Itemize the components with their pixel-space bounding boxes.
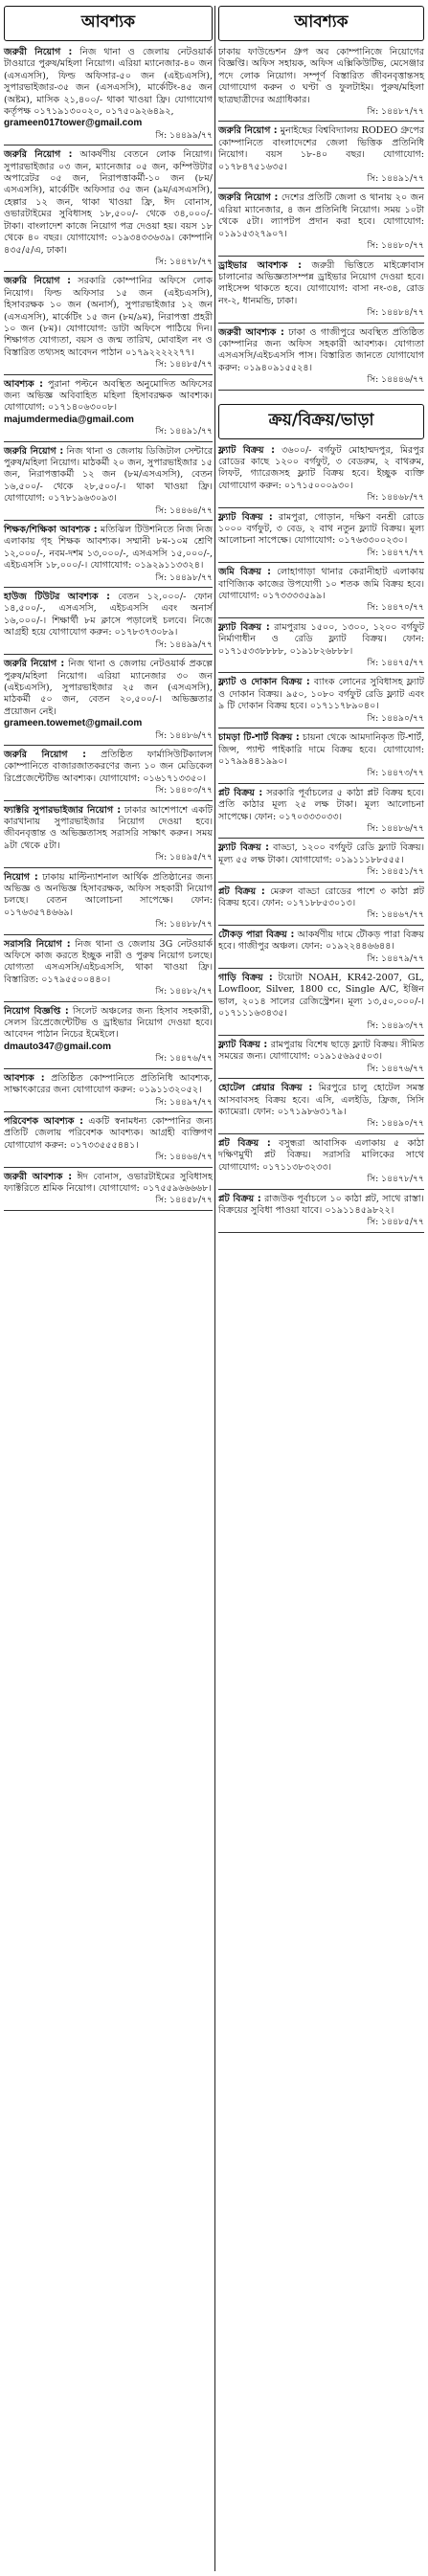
ad-reference: সি: ১৪৪৭৯/৭৭ bbox=[218, 953, 424, 969]
ad-keyword: জমি বিক্রয় : bbox=[218, 567, 271, 578]
classified-ad bbox=[4, 525, 213, 588]
ad-text: ব্যাংক লোনের সুবিধাসহ ফ্ল্যাট ও দোকান বিক্রয়। ৯৫০, ১০৮০ বর্গফুট রেডি ফ্ল্যাট এবং ৯ টি দোকান বিক্রয় হবে। ০১৭১১৭৮৯০৪০। bbox=[218, 677, 425, 712]
ad-text: রামপুরা, গোড়ান, দক্ষিণ বনশ্রী রোডে ১০০০ বর্গফুট, ৩ বেড, ২ বাথ নতুন ফ্ল্যাট বিক্রয়। মূল্য আলোচনা সাপেক্ষে। যোগাযোগ: ০১৭৬৩৩০০২৩০। bbox=[218, 511, 424, 547]
section-heading-wanted-right: আবশ্যক bbox=[218, 6, 424, 41]
ad-reference: সি: ১৪৪৭০/৭৭ bbox=[218, 602, 424, 617]
ad-keyword: ফ্যাক্টরি সুপারভাইজার নিয়োগ : bbox=[4, 804, 122, 816]
ad-reference: সি: ১৪৪৬৮/৭৭ bbox=[218, 492, 424, 507]
ad-reference: সি: ১৪৪৮৫/৭৭ bbox=[218, 1217, 424, 1232]
ad-reference: সি: ১৪৪৮০/৭৭ bbox=[218, 240, 424, 256]
ad-keyword: নিয়োগ বিজ্ঞপ্তি : bbox=[4, 1005, 69, 1017]
sale-ads-list bbox=[218, 445, 424, 1233]
ad-reference: সি: ১৪৪৭৬/৭৭ bbox=[218, 1064, 424, 1079]
ad-reference: সি: ১৪৪৭৩/৭৭ bbox=[218, 768, 424, 783]
ad-keyword: প্লট বিক্রয় : bbox=[218, 885, 265, 897]
ad-text: ঢাকায় ফাউন্ডেশন গ্রুপ অব কোম্পানিজে নিয়োগের বিজ্ঞপ্তি। অফিস সহায়ক, অফিস এক্সিকিউটিভ, মেসেঞ্জার পদে লোক নিয়োগ। সম্পূর্ণ বিস্তারিত জীবনবৃত্তান্তসহ যোগাযোগ করুন ৩ ঘণ্টা ও ফুলটাইম। পুরুষ/মহিলা ছাত্রছাত্রীদের অগ্রাধিকার। bbox=[218, 47, 424, 105]
ad-text: নিজ থানা ও জেলায় 3G নেটওয়ার্ক অফিসে কাজ করতে ইচ্ছুক নারী ও পুরুষ নিয়োগ চলছে। যোগ্যতা এসএসসি/এইচএসসি, থাকা খাওয়া ফ্রি। বিস্তারিত: ০১৭৯৫৫০০৪৪০। bbox=[4, 938, 214, 985]
classified-ad bbox=[4, 379, 213, 442]
ad-reference: সি: ১৪৪৯৮/৭৭ bbox=[4, 572, 213, 588]
ad-text: আকর্ষণীয় দামে টৌকড় পারা বিক্রয় হবে। গাজীপুর অঞ্চল। ফোন: ০১৯২২৪৪৬৬৪৪। bbox=[218, 929, 424, 952]
classified-ad bbox=[218, 512, 424, 564]
ad-keyword: পরিবেশক আবশ্যক : bbox=[4, 1115, 83, 1127]
classified-ad bbox=[4, 1172, 213, 1211]
classified-ad bbox=[218, 1138, 424, 1190]
ad-keyword: জরুরী নিয়োগ : bbox=[4, 47, 73, 57]
ad-reference: সি: ১৪৪৮৮/৭৭ bbox=[4, 919, 213, 934]
ad-text: ৩৬০০/- বর্গফুট মোহাম্মদপুর, মিরপুর রোডের কাছে ১২০০ বর্গফুট, ৩ বেডরুম, ২ বাথরুম, লিফট, গ্যারেজসহ ফ্ল্যাট বিক্রয় হবে। ইচ্ছুক ব্যক্তি যোগাযোগ করুন: ০১৭১৫০০০৯৩০। bbox=[218, 444, 424, 491]
ad-reference: সি: ১৪৪৬৪/৭৭ bbox=[4, 505, 213, 521]
ad-email: majumdermedia@gmail.com bbox=[4, 414, 134, 425]
ad-text: ঢাকায় মাল্টিন্যাশনাল আর্থিক প্রতিষ্ঠানের জন্য অভিজ্ঞ ও অনভিজ্ঞ হিসাবরক্ষক, অফিস সহকারী নিয়োগ চলছে। বেতন আলোচনা সাপেক্ষে। ফোন: ০১৭৬৩৫৭৪৬৬৯। bbox=[4, 871, 213, 918]
ad-keyword: জরুরি নিয়োগ : bbox=[218, 192, 279, 204]
ad-keyword: জরুরি নিয়োগ : bbox=[4, 276, 71, 287]
classified-ad bbox=[4, 47, 213, 146]
ad-keyword: শিক্ষক/শিক্ষিকা আবশ্যক : bbox=[4, 525, 98, 536]
ad-reference: সি: ১৪৪৯৯/৭৭ bbox=[4, 130, 213, 146]
classified-ad bbox=[218, 788, 424, 840]
ad-keyword: জরুরি নিয়োগ : bbox=[4, 445, 64, 457]
ad-text: রাজউক পূর্বাচলে ১০ কাঠা প্লট, সাথে রাস্তা। বিক্রয়ের সুবিধা পাওয়া যাবে। ০১৯১১৪৫৯৮২২। bbox=[218, 1193, 424, 1216]
ad-text: বসুন্ধরা আবাসিক এলাকায় ৫ কাঠা দক্ষিণমুখী প্লট বিক্রয়। সরাসরি মালিকের সাথে যোগাযোগ: ০১৭১১৩৮৩২৩৩। bbox=[218, 1137, 424, 1173]
ad-text: প্রতিষ্ঠিত ফার্মাসিউটিক্যালস কোম্পানিতে বাজারজাতকরণের জন্য ১০ জন মেডিকেল রিপ্রেজেন্টেটিভ আবশ্যক। যোগাযোগ: ০১৬১৭১৩৩৫০। bbox=[4, 749, 213, 784]
ad-text: মিরপুরে চালু হোটেল সমস্ত আসবাবসহ বিক্রয় হবে। এসি, এলইডি, ফ্রিজ, সিসি ক্যামেরা। ফোন: ০১৭১৯৮৬৩১৭৯। bbox=[218, 1083, 424, 1118]
ad-keyword: টৌকড় পারা বিক্রয় : bbox=[218, 929, 295, 940]
ad-text: রামপুরায় বিশেষ ছাড়ে ফ্ল্যাট বিক্রয়। সীমিত সময়ের জন্য। যোগাযোগ: ০১৯১৫৬৯৫৫০৩। bbox=[218, 1040, 424, 1063]
classified-ad bbox=[218, 192, 424, 256]
ad-reference: সি: ১৪৪৮৬/৭৭ bbox=[218, 823, 424, 839]
left-ads-list bbox=[4, 47, 213, 1211]
ad-text: নিজ থানা ও জেলায় নেটওয়ার্ক টাওয়ারে পুরুষ/মহিলা নিয়োগ। এরিয়া ম্যানেজার-৪০ জন (এসএসসি), ফিল্ড অফিসার-৫০ জন (এইচএসসি), সুপারভাইজার-৩৫ জন (এসএসসি), মার্কেটিং-৪৫ জন (অষ্টম), মাসিক ২১,৪০০/- থাকা খাওয়া ফ্রি। যোগাযোগ কর্তৃপক্ষ ০১৭১৯১৩০০২০, ০১৭৫০৯২৬৪৯২, bbox=[4, 47, 213, 118]
ad-keyword: জরুরি নিয়োগ : bbox=[4, 749, 86, 760]
ad-keyword: ফ্ল্যাট বিক্রয় : bbox=[218, 1040, 268, 1051]
ad-keyword: ফ্ল্যাট বিক্রয় : bbox=[218, 842, 269, 854]
classified-ad bbox=[218, 842, 424, 882]
classified-ad bbox=[218, 125, 424, 189]
ad-keyword: ড্রাইভার আবশ্যক : bbox=[218, 259, 302, 271]
ad-text: সরকারি পূর্বাচলের ৫ কাঠা প্লট বিক্রয় হবে। প্রতি কাঠার মূল্য ২৫ লক্ষ টাকা। মূল্য আলোচনা সাপেক্ষে। ফোন: ০১৭০৩৩৩০৩৩। bbox=[218, 787, 424, 822]
ad-text: লোহাগাড়া থানার কেরানীহাট এলাকায় বাণিজ্যিক কাজের উপযোগী ১০ শতক জমি বিক্রয় হবে। যোগাযোগ: ০১৭৩৩৩৩৫৯৯। bbox=[218, 567, 424, 602]
ad-text: রামপুরায় ১৫০০, ১৩০০, ১২০০ বর্গফুট নির্মাণাধীন ও রেডি ফ্ল্যাট বিক্রয়। ফোন: ০১৭১৫৩৩৮৮৮৮, ০১৯১৮২৬৮৮৮। bbox=[218, 621, 424, 657]
ad-reference: সি: ১৪৪৬৪/৭৭ bbox=[4, 1152, 213, 1167]
ad-reference: সি: ১৪৪৯০/৭৭ bbox=[218, 713, 424, 728]
classified-ad bbox=[218, 47, 424, 122]
classified-ad bbox=[218, 930, 424, 969]
ad-text: মুনাইছের বিশ্ববিদ্যালয় RODEO গ্রুপের কোম্পানিতে বাংলাদেশের জেলা ভিত্তিক প্রতিনিধি নিয়োগ। বয়স ১৮-৪০ বছর। যোগাযোগ: ০১৭৮৪৭৫১৬৩৫। bbox=[218, 125, 424, 172]
classified-ad bbox=[4, 592, 213, 655]
classified-ad bbox=[218, 886, 424, 926]
section-heading-buy-sell-rent: ক্রয়/বিক্রয়/ভাড়া bbox=[218, 404, 424, 439]
ad-reference: সি: ১৪৪৫৮/৭৭ bbox=[4, 1195, 213, 1210]
ad-text: সিলেট অঞ্চলের জন্য হিসাব সহকারী, সেলস রিপ্রেজেন্টেটিভ ও ড্রাইভার নিয়োগ দেওয়া হবে। আবেদন পাঠান নিচের ইমেইলে। bbox=[4, 1005, 213, 1041]
right-column bbox=[218, 6, 424, 1237]
ad-text: নিজ থানা ও জেলায় ডিজিটাল সেন্টারে পুরুষ/মহিলা নিয়োগ। মাঠকর্মী ২০ জন, সুপারভাইজার ১৫ জন, নিরাপত্তাকর্মী ১২ জন (৮ম/এসএসসি), বেতন ১৬,৫০০/- থেকে ২৮,৫০০/-। থাকা খাওয়া ফ্রি। যোগাযোগ: ০১৭৮১৯৬৩০৯৩। bbox=[4, 445, 213, 504]
classified-ad bbox=[218, 1194, 424, 1233]
ad-text: নিজ থানা ও জেলায় নেটওয়ার্ক প্রকল্পে পুরুষ/মহিলা নিয়োগ। এরিয়া ম্যানেজার ৩০ জন (এইচএসসি), সুপারভাইজার ২৫ জন (এসএসসি), মাঠকর্মী ৫০ জন, বেতন ২০,৫০০/-। অভিজ্ঞতার প্রয়োজন নেই। bbox=[4, 659, 213, 717]
classified-ad bbox=[218, 973, 424, 1036]
right-ads-list bbox=[218, 47, 424, 391]
ad-keyword: প্লট বিক্রয় : bbox=[218, 1137, 271, 1149]
ad-reference: সি: ১৪৪৮২/৭৭ bbox=[4, 986, 213, 1001]
ad-keyword: হোটেল প্লেয়ার বিক্রয় : bbox=[218, 1083, 313, 1094]
classified-ad bbox=[4, 939, 213, 1002]
ad-text: দেশের প্রতিটি জেলা ও থানায় ২০ জন এরিয়া ম্যানেজার, ৪ জন প্রতিনিধি নিয়োগ। সময় ১০টা থেকে ৫টা। ল্যাপটপ প্রদান করা হবে। যোগাযোগ: ০১৯১৫৩২৭৯০৭। bbox=[218, 192, 424, 239]
column-divider bbox=[214, 6, 215, 2571]
classified-ad bbox=[4, 659, 213, 746]
classified-ad bbox=[4, 149, 213, 272]
classified-ad bbox=[218, 1083, 424, 1134]
classified-ad bbox=[218, 567, 424, 618]
ad-keyword: নিয়োগ : bbox=[4, 871, 38, 883]
section-heading-wanted: আবশ্যক bbox=[4, 6, 213, 41]
ad-keyword: জরুরী আবশ্যক : bbox=[4, 1171, 73, 1182]
ad-keyword: প্লট বিক্রয় : bbox=[218, 1193, 261, 1204]
classified-ad bbox=[218, 1040, 424, 1079]
ad-keyword: হাউজ টিউটর আবশ্যক : bbox=[4, 592, 110, 603]
ad-text: সরকারি কোম্পানির অফিসে লোক নিয়োগ। ফিল্ড অফিসার ১৫ জন (এইচএসসি), হিসাবরক্ষক ১০ জন (অনার্স), সুপারভাইজার ১২ জন (এসএসসি), মার্কেটিং ১৫ জন (৮ম/৯ম), নিরাপত্তা প্রহরী ১০ জন (৮ম)। যোগাযোগ: ডাটা অফিসে পাঠিয়ে দিন। শিক্ষাগত যোগ্যতা, বয়স ও জন্ম তারিখ, মোবাইল নং ও বিস্তারিত তথ্যসহ আবেদন পাঠান ০১৭৯২২২২২৭৭। bbox=[4, 276, 214, 358]
ad-reference: সি: ১৪৪৯১/৭৭ bbox=[218, 173, 424, 189]
classified-ad bbox=[218, 445, 424, 508]
classified-ad bbox=[4, 446, 213, 521]
ad-text: বাড্ডা, ১২০০ বর্গফুট রেডি ফ্ল্যাট বিক্রয়। মূল্য ৫৫ লক্ষ টাকা। যোগাযোগ: ০১৯১১১৮৮৫৫৫। bbox=[218, 842, 425, 865]
classified-ad bbox=[218, 732, 424, 784]
ad-reference: সি: ১৪৪৭৭/৭৭ bbox=[218, 548, 424, 563]
ad-email: grameen.towemet@gmail.com bbox=[4, 718, 143, 729]
classified-ad bbox=[4, 1073, 213, 1112]
ad-email: dmauto347@gmail.com bbox=[4, 1041, 112, 1052]
classified-ad bbox=[4, 276, 213, 374]
ad-reference: সি: ১৪৪৮৪/৭৭ bbox=[218, 307, 424, 323]
classified-ad bbox=[218, 622, 424, 674]
ad-keyword: চামড়া টি-শার্ট বিক্রয় : bbox=[218, 732, 300, 744]
ad-text: টয়োটা NOAH, KR42-2007, GL, Lowfloor, Silver, 1800 cc, Single A/C, ইঞ্জিন ভাল, ২০১৪ সালের রেজিস্ট্রেশন। মূল্য ১৩,৫০,০০০/-। ০১৭১১১৬৩৪৩৫। bbox=[218, 973, 424, 1019]
ad-text: ঢাকা ও গাজীপুরে অবস্থিত প্রতিষ্ঠিত কোম্পানির জন্য অফিস সহকারী আবশ্যক। যোগ্যতা এসএসসি/এইচএসসি পাস। বিস্তারিত জানতে যোগাযোগ করুন: ০১৯৪০৯১৫৫২৪। bbox=[218, 326, 425, 373]
left-column bbox=[4, 6, 213, 1215]
classified-ad bbox=[4, 872, 213, 935]
classified-ad bbox=[4, 1116, 213, 1168]
classified-ad bbox=[218, 327, 424, 391]
ad-keyword: জরুরি নিয়োগ : bbox=[4, 149, 73, 161]
ad-text: একটি স্বনামধন্য কোম্পানির জন্য প্রতিটি জেলায় পরিবেশক আবশ্যক। আগ্রহী ব্যক্তিগণ যোগাযোগ করুন: ০১৭৩৩৫৫৫৪৪১। bbox=[4, 1115, 213, 1151]
ad-reference: সি: ১৪৪৮৭/৭৭ bbox=[218, 106, 424, 122]
classified-ad bbox=[4, 1006, 213, 1069]
ad-keyword: প্লট বিক্রয় : bbox=[218, 787, 263, 798]
ad-keyword: জরুরি নিয়োগ : bbox=[218, 125, 278, 137]
ad-keyword: জরুরি নিয়োগ : bbox=[4, 659, 65, 670]
ad-keyword: জরুরী আবশ্যক : bbox=[218, 326, 284, 338]
ad-text: জরুরী ভিত্তিতে মাইক্রোবাস চালানোর অভিজ্ঞতাসম্পন্ন ড্রাইভার নিয়োগ দেওয়া হবে। লাইসেন্স থাকতে হবে। যোগাযোগ: বাসা নং-৩৪, রোড নং-২, ধানমন্ডি, ঢাকা। bbox=[218, 259, 424, 306]
ad-reference: সি: ১৪৪০৩/৭৭ bbox=[4, 785, 213, 800]
ad-keyword: ফ্ল্যাট বিক্রয় : bbox=[218, 621, 270, 633]
ad-reference: সি: ১৪৪৬৭/৭৭ bbox=[218, 909, 424, 925]
ad-reference: সি: ১৪৪৮৬/৭৭ bbox=[4, 730, 213, 746]
ad-reference: সি: ১৪৪৯৫/৭৭ bbox=[4, 852, 213, 867]
ad-keyword: আবশ্যক : bbox=[4, 1072, 45, 1084]
ad-reference: সি: ১৪৪৭৮/৭৭ bbox=[4, 257, 213, 272]
ad-text: ঈদ বোনাস, ওভারটাইমের সুবিধাসহ ফ্যাক্টরিতে শ্রমিক নিয়োগ। যোগাযোগ: ০১৭৫৫৯৬৬৬৬৮। bbox=[4, 1171, 213, 1194]
classified-ad bbox=[4, 750, 213, 801]
classified-ad bbox=[218, 677, 424, 728]
ad-email: grameen017tower@gmail.com bbox=[4, 118, 143, 129]
ad-keyword: ফ্ল্যাট ও দোকান বিক্রয় : bbox=[218, 677, 310, 688]
ad-text: প্রতিষ্ঠিত কোম্পানিতে প্রতিনিধি আবশ্যক, সাক্ষাৎকারের জন্য যোগাযোগ করুন: ০১৯১১৩২০৫২। bbox=[4, 1072, 213, 1096]
ad-text: বেতন ১২,০০০/- ফোন ১৪,৫০০/-, এসএসসি, এইচএসসি এবং অনার্স ১৬,০০০/-। শিক্ষার্থী ৮ম ক্লাসে পড়ালেই চলবে। নিজে আগ্রহী হয়ে যোগাযোগ করুন: ০১৭৮৩৭৩০৮৯। bbox=[4, 592, 213, 638]
ad-keyword: সরাসরি নিয়োগ : bbox=[4, 938, 71, 950]
ad-reference: সি: ১৪৪৪৬/৭৭ bbox=[218, 374, 424, 390]
ad-reference: সি: ১৪৪৯৩/৭৭ bbox=[218, 1020, 424, 1036]
ad-reference: সি: ১৪৪৯৭/৭৭ bbox=[4, 1097, 213, 1112]
ad-reference: সি: ১৪৪৫১/৭৭ bbox=[218, 866, 424, 882]
classified-ad bbox=[218, 260, 424, 324]
ad-text: মেরুল বাড্ডা রোডের পাশে ৩ কাঠা প্লট বিক্রয় হবে। ফোন: ০১৭১৮৮৫৩০১৩। bbox=[218, 885, 424, 908]
ad-keyword: গাড়ি বিক্রয় : bbox=[218, 973, 273, 983]
classified-ad bbox=[4, 805, 213, 868]
ad-reference: সি: ১৪৪৭৫/৭৭ bbox=[218, 658, 424, 673]
ad-keyword: ফ্ল্যাট বিক্রয় : bbox=[218, 444, 275, 456]
ad-text: ঢাকার আশেপাশে একটি কারখানায় সুপারভাইজার নিয়োগ দেওয়া হবে। জীবনবৃত্তান্ত ও অভিজ্ঞতাসহ সরাসরি সাক্ষাৎ করুন। সময় ৯টা থেকে ৫টা। bbox=[4, 804, 213, 851]
ad-reference: সি: ১৪৪৯০/৭৭ bbox=[218, 1118, 424, 1133]
ad-text: চায়না থেকে আমদানিকৃত টি-শার্ট, জিন্স, প্যান্ট পাইকারি দামে বিক্রয় হবে। যোগাযোগ: ০১৭৯৯৪৪১৯৯০। bbox=[218, 732, 424, 767]
ad-keyword: আবশ্যক : bbox=[4, 378, 43, 390]
ad-reference: সি: ১৪৪৭৬/৭৭ bbox=[4, 1053, 213, 1068]
ad-keyword: ফ্ল্যাট বিক্রয় : bbox=[218, 511, 273, 523]
ad-text: আকর্ষণীয় বেতনে লোক নিয়োগ। সুপারভাইজার ০৩ জন, ম্যানেজার ০৫ জন, কম্পিউটার অপারেটর ০৫ জন, নিরাপত্তাকর্মী-১০ জন (৮ম/এসএসসি), মার্কেটিং অফিসার ৩৫ জন (৯ম/এসএসসি), হেল্পার ১২ জন, থাকা খাওয়া ফ্রি, ঈদ বোনাস, ওভারটাইমের সুবিধাসহ ১৮,৫০০/- থেকে ৩৪,০০০/- টাকা। বাংলাদেশ কাজে নিয়োগ পত্র দেওয়া হয়। বয়স ১৮ থেকে ৪০ বছর। যোগাযোগ: ০১৯৩৪৩৩৬৩৯। কোম্পানি ৪৩৫/৫/এ, ঢাকা। bbox=[4, 149, 213, 256]
ad-reference: সি: ১৪৪৯৯/৭৭ bbox=[4, 639, 213, 655]
ad-reference: সি: ১৪৪৭৮/৭৭ bbox=[218, 1174, 424, 1189]
ad-reference: সি: ১৪৪৯১/৭৭ bbox=[4, 426, 213, 441]
ad-text: মতিঝিল টিউশনিতে নিজ নিজ এলাকায় গৃহ শিক্ষক আবশ্যক। সম্মানী ৮ম-১০ম শ্রেণি ১২,০০০/-, নবম-দশম ১৩,০০০/-, এসএসসি ১৫,০০০/-, এইচএসসি ১৮,০০০/-। যোগাযোগ: ০১৯২৯১১৩৩২৪। bbox=[4, 525, 213, 571]
ad-reference: সি: ১৪৪৮৫/৭৭ bbox=[4, 359, 213, 374]
ad-text: পুরানা পল্টনে অবস্থিত অনুমোদিত অফিসের জন্য অভিজ্ঞ অবিবাহিত মহিলা হিসাবরক্ষক আবশ্যক। যোগাযোগ: ০১৭১৪০৬৩০০৮। bbox=[4, 378, 213, 414]
